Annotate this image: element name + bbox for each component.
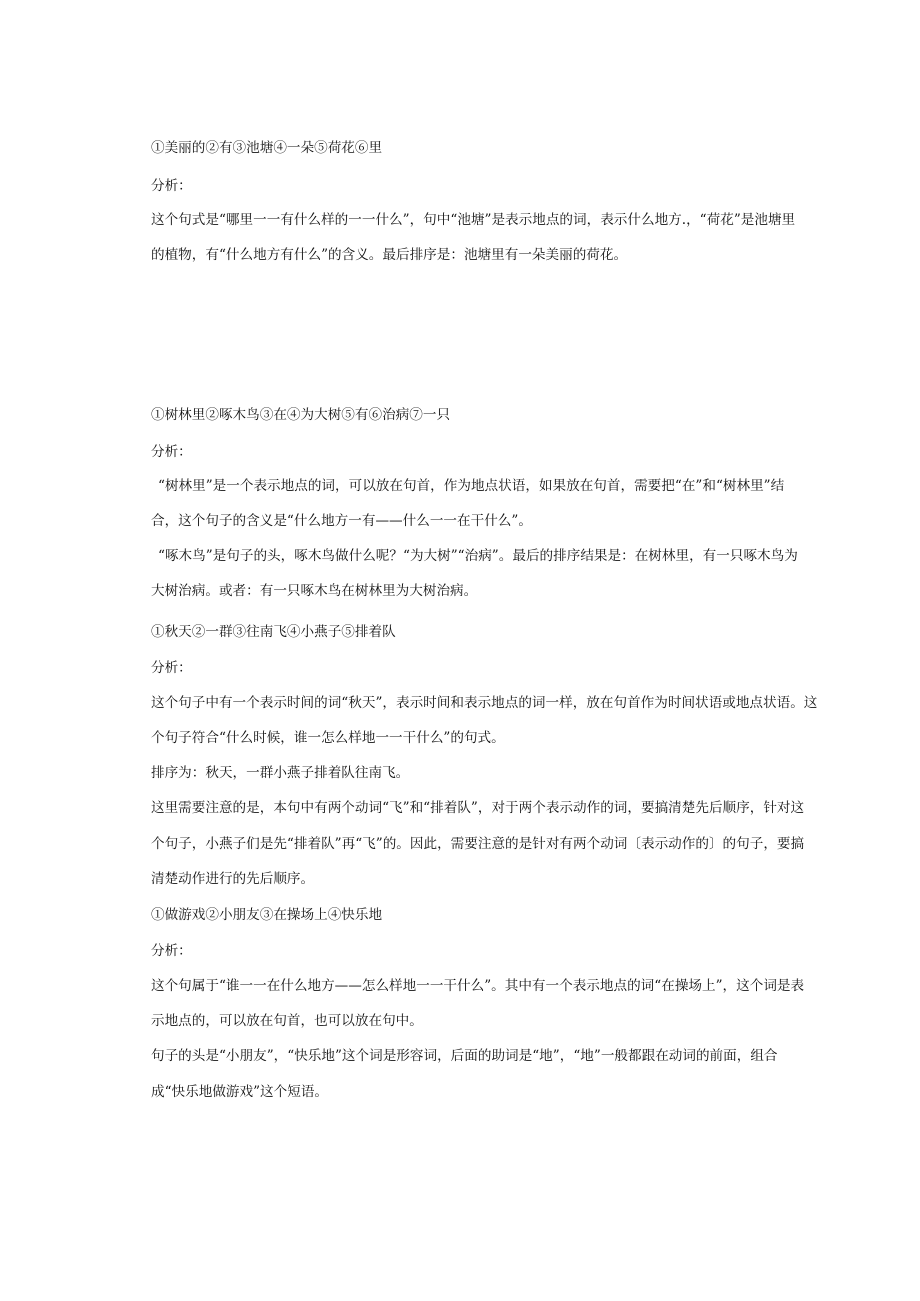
analysis-line: 个句子，小燕子们是先“排着队”再“飞”的。因此，需要注意的是针对有两个动词〔表示动作的〕的句子，要搞 xyxy=(151,836,805,852)
analysis-line: 句子的头是“小朋友”，“快乐地”这个词是形容词，后面的助词是“地”，“地”一般都跟在动词的前面，组合 xyxy=(151,1048,778,1064)
analysis-line: 清楚动作进行的先后顺序。 xyxy=(151,871,315,887)
question-items: ①美丽的②有③池塘④一朵⑤荷花⑥里 xyxy=(151,140,383,156)
question-items: ①树林里②啄木鸟③在④为大树⑤有⑥治病⑦一只 xyxy=(151,407,451,423)
analysis-line: 个句子符合“什么时候，谁一怎么样地一一干什么”的句式。 xyxy=(151,730,505,746)
analysis-label: 分析： xyxy=(151,178,192,194)
analysis-label: 分析： xyxy=(151,444,192,460)
analysis-line: 这个句子中有一个表示时间的词“秋天”，表示时间和表示地点的词一样，放在句首作为时间状语或地点状语。这 xyxy=(151,695,818,711)
analysis-label: 分析： xyxy=(151,660,192,676)
analysis-line: 示地点的，可以放在句首，也可以放在句中。 xyxy=(151,1013,423,1029)
analysis-line: 成“快乐地做游戏”这个短语。 xyxy=(151,1084,329,1100)
analysis-line: 大树治病。或者：有一只啄木鸟在树林里为大树治病。 xyxy=(151,583,478,599)
analysis-line: 合，这个句子的含义是“什么地方一有——什么一一在干什么”。 xyxy=(151,513,532,529)
analysis-line: 这个句属于“谁一一在什么地方——怎么样地一一干什么”。其中有一个表示地点的词“在操场上”，这个词是表 xyxy=(151,978,805,994)
analysis-label: 分析： xyxy=(151,943,192,959)
analysis-line: 的植物，有“什么地方有什么”的含义。最后排序是：池塘里有一朵美丽的荷花。 xyxy=(151,247,628,263)
analysis-line: 这个句式是“哪里一一有什么样的一一什么”，句中“池塘”是表示地点的词，表示什么地方.，“荷花”是池塘里 xyxy=(151,212,796,228)
analysis-line: “树林里”是一个表示地点的词，可以放在句首，作为地点状语，如果放在句首，需要把“在”和“树林里”结 xyxy=(158,478,785,494)
analysis-line: “啄木鸟”是句子的头，啄木鸟做什么呢？“为大树”“治病”。最后的排序结果是：在树林里，有一只啄木鸟为 xyxy=(158,548,798,564)
analysis-line: 排序为：秋天，一群小燕子排着队往南飞。 xyxy=(151,765,410,781)
analysis-line: 这里需要注意的是，本句中有两个动词“飞”和“排着队”，对于两个表示动作的词，要搞清楚先后顺序，针对这 xyxy=(151,800,805,816)
question-items: ①做游戏②小朋友③在操场上④快乐地 xyxy=(151,907,383,923)
question-items: ①秋天②一群③往南飞④小燕子⑤排着队 xyxy=(151,624,396,640)
